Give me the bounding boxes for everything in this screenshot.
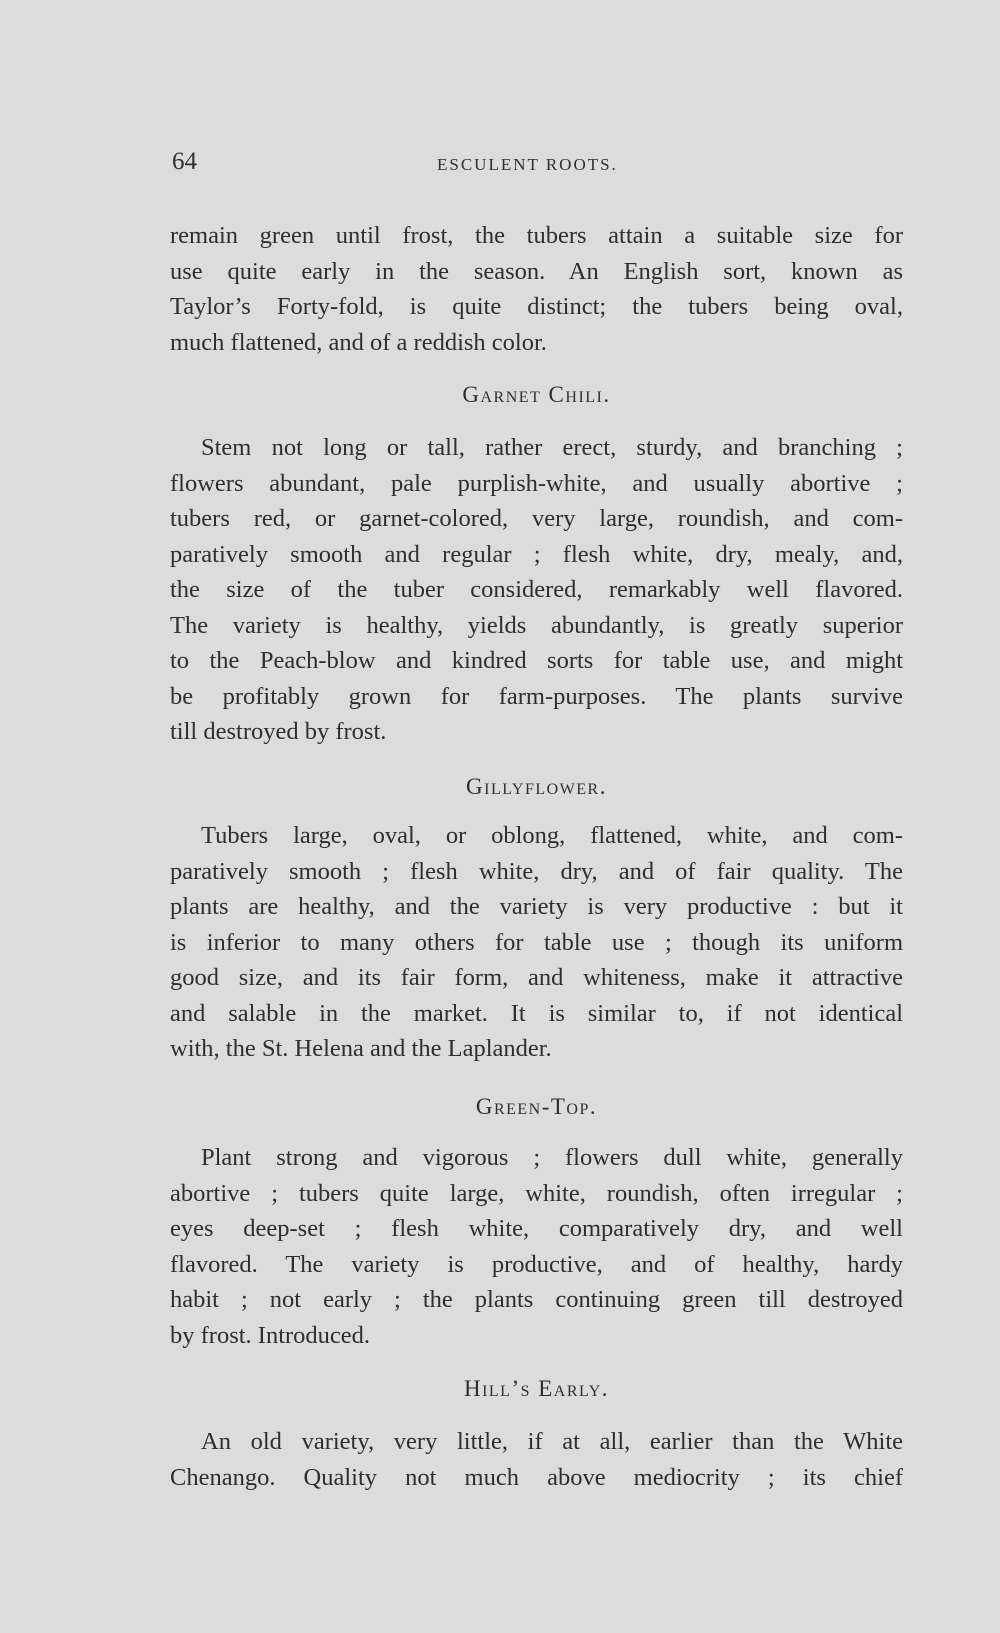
- text-line: remain green until frost, the tubers attain a suitable size for: [170, 222, 903, 249]
- paragraph: [170, 430, 903, 750]
- text-line: the size of the tuber considered, remarkably well flavored.: [170, 576, 903, 603]
- text-line: An old variety, very little, if at all, earlier than the White: [201, 1428, 903, 1455]
- section-heading: Gillyflower.: [466, 774, 607, 799]
- section-heading: Hill’s Early.: [463, 1376, 610, 1401]
- paragraph: [170, 818, 903, 1067]
- text-line: flowers abundant, pale purplish-white, and usually abortive ;: [170, 469, 903, 497]
- text-line: till destroyed by frost.: [170, 718, 387, 745]
- text-line: Stem not long or tall, rather erect, sturdy, and branching ;: [201, 434, 903, 461]
- text-line: abortive ; tubers quite large, white, roundish, often irregular ;: [170, 1179, 903, 1207]
- paragraph: [170, 1140, 903, 1353]
- text-line: Tubers large, oval, or oblong, flattened, white, and com-: [201, 822, 903, 849]
- paragraph: [170, 1424, 903, 1495]
- text-line: Chenango. Quality not much above mediocrity ; its chief: [170, 1463, 903, 1491]
- text-line: much flattened, and of a reddish color.: [170, 328, 547, 356]
- text-line: is inferior to many others for table use ; though its uniform: [170, 928, 903, 956]
- text-line: flavored. The variety is productive, and of healthy, hardy: [170, 1250, 903, 1278]
- text-line: The variety is healthy, yields abundantly, is greatly superior: [170, 611, 903, 639]
- text-line: Taylor’s Forty-fold, is quite distinct; the tubers being oval,: [170, 293, 903, 320]
- running-head: ESCULENT ROOTS.: [437, 155, 618, 174]
- text-line: and salable in the market. It is similar to, if not identical: [170, 999, 903, 1027]
- text-line: paratively smooth and regular ; flesh white, dry, mealy, and,: [170, 540, 903, 568]
- section-heading: Garnet Chili.: [462, 382, 611, 407]
- text-line: tubers red, or garnet-colored, very large, roundish, and com-: [170, 505, 903, 532]
- text-line: habit ; not early ; the plants continuing green till destroyed: [170, 1286, 903, 1313]
- text-line: Plant strong and vigorous ; flowers dull white, generally: [201, 1144, 903, 1171]
- text-line: eyes deep-set ; flesh white, comparatively dry, and well: [170, 1215, 903, 1242]
- text-line: paratively smooth ; flesh white, dry, and of fair quality. The: [170, 857, 903, 885]
- paragraph: [170, 218, 903, 360]
- text-line: good size, and its fair form, and whiteness, make it attractive: [170, 964, 903, 991]
- text-line: by frost. Introduced.: [170, 1321, 371, 1349]
- text-line: plants are healthy, and the variety is very productive : but it: [170, 893, 903, 920]
- text-line: with, the St. Helena and the Laplander.: [170, 1035, 552, 1062]
- text-line: be profitably grown for farm-purposes. The plants survive: [170, 682, 903, 710]
- section-heading: Green-Top.: [475, 1094, 598, 1119]
- page-number: 64: [172, 148, 197, 175]
- text-line: to the Peach-blow and kindred sorts for table use, and might: [170, 647, 903, 674]
- text-line: use quite early in the season. An English sort, known as: [170, 257, 903, 285]
